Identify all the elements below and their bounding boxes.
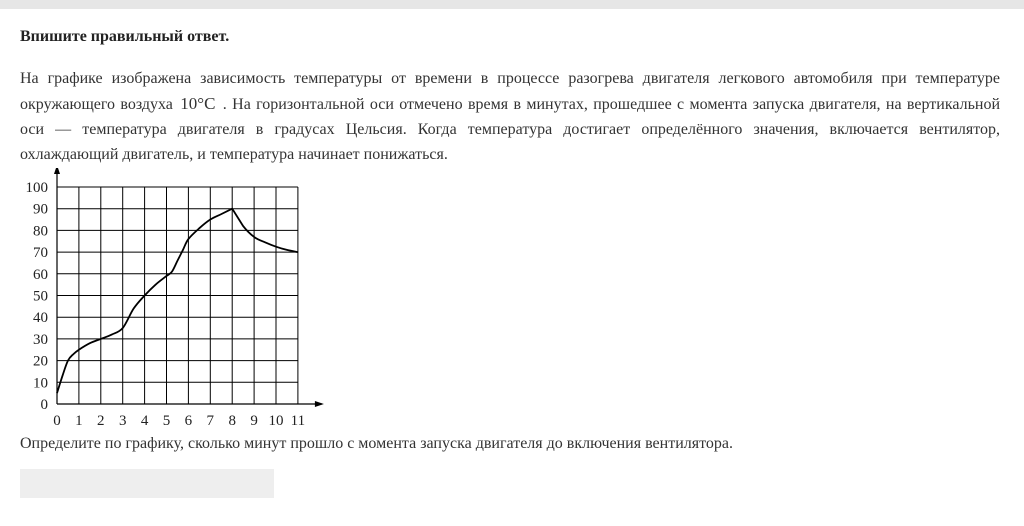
x-tick-label: 5 bbox=[162, 413, 171, 429]
x-tick-label: 2 bbox=[97, 413, 105, 429]
y-tick-label: 80 bbox=[33, 223, 48, 240]
x-tick-label: 3 bbox=[118, 413, 127, 429]
x-tick-label: 6 bbox=[184, 413, 193, 429]
y-tick-label: 30 bbox=[33, 331, 48, 348]
y-tick-label: 90 bbox=[33, 201, 48, 218]
y-tick-label: 50 bbox=[33, 288, 48, 305]
x-tick-label: 11 bbox=[290, 413, 306, 429]
y-tick-label: 70 bbox=[33, 245, 48, 262]
instruction-heading: Впишите правильный ответ. bbox=[20, 28, 230, 45]
y-tick-label: 0 bbox=[40, 397, 48, 413]
x-tick-label: 4 bbox=[140, 413, 149, 429]
temperature-chart-svg bbox=[20, 168, 330, 430]
y-tick-label: 10 bbox=[33, 375, 48, 392]
y-tick-label: 100 bbox=[25, 180, 48, 196]
temperature-chart bbox=[20, 168, 330, 430]
task-text-part1: На графике изображена зависимость температуры от времени в процессе разогрева двигателя легкового автомобиля при температуре окружающего воздуха bbox=[20, 70, 1000, 113]
x-tick-label: 9 bbox=[250, 413, 258, 429]
x-tick-label: 1 bbox=[75, 413, 83, 429]
x-tick-label: 10 bbox=[268, 413, 284, 429]
answer-input[interactable] bbox=[20, 469, 274, 498]
top-bar bbox=[0, 0, 1024, 9]
y-axis-arrow bbox=[54, 168, 60, 174]
y-tick-label: 20 bbox=[33, 353, 48, 370]
x-tick-label: 7 bbox=[206, 413, 215, 429]
y-tick-label: 40 bbox=[33, 310, 48, 327]
question-text: Определите по графику, сколько минут прошло с момента запуска двигателя до включения вентилятора. bbox=[20, 435, 733, 452]
x-tick-label: 0 bbox=[53, 413, 61, 429]
x-axis-arrow bbox=[315, 401, 324, 407]
x-tick-label: 8 bbox=[228, 413, 236, 429]
task-text bbox=[20, 66, 1000, 167]
ambient-temperature: 10°C bbox=[180, 94, 216, 113]
task-text-part2: . На горизонтальной оси отмечено время в минутах, прошедшее с момента запуска двигателя, на вертикальной оси — температура двигателя в градусах Цельсия. Когда температура достигает определённого значения, включается вентилятор, охлаждающий двигатель, и температура начинает понижаться. bbox=[20, 96, 1001, 163]
y-tick-label: 60 bbox=[33, 266, 48, 283]
temperature-line bbox=[57, 209, 298, 393]
